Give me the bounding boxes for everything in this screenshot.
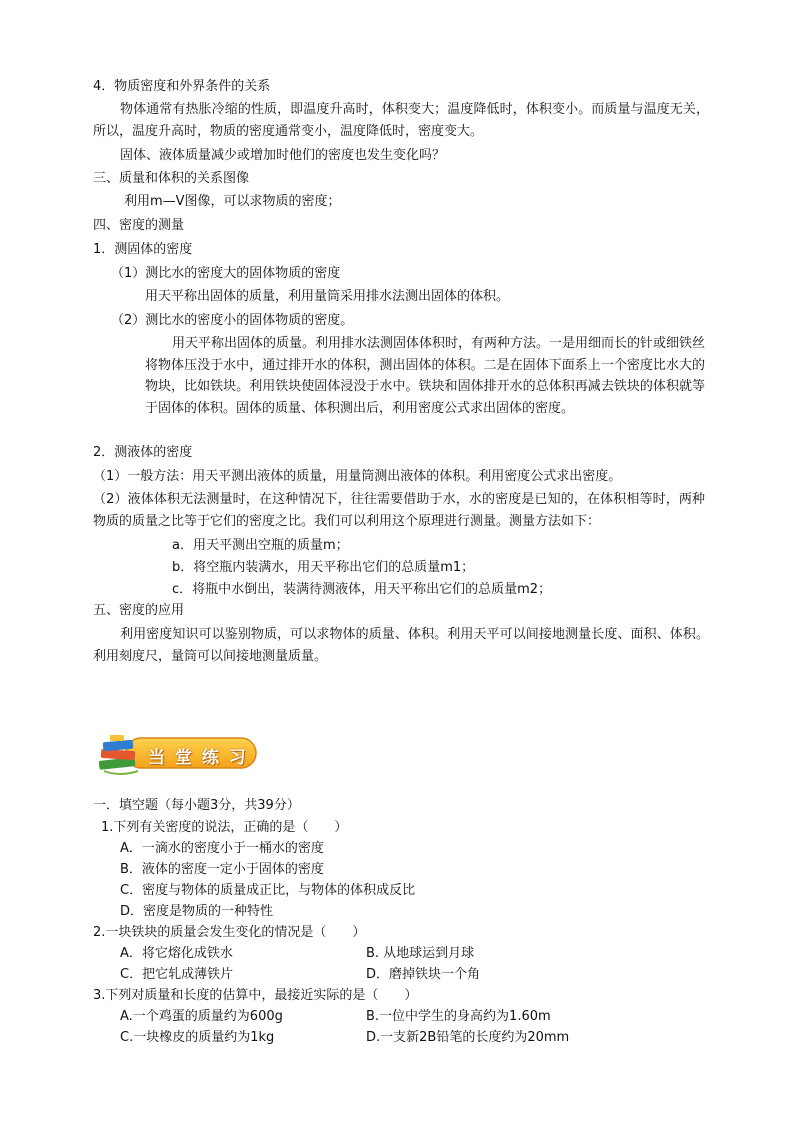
practice-banner (96, 732, 260, 776)
section-measure-heading: 四、密度的测量 (93, 218, 185, 233)
liquid-step-a: a．用天平测出空瓶的质量m； (172, 538, 349, 553)
section-application-text: 利用密度知识可以鉴别物质，可以求物体的质量、体积。利用天平可以间接地测量长度、面积、体积。利用刻度尺，量筒可以间接地测量质量。 (93, 627, 709, 664)
liquid-step-c: c．将瓶中水倒出，装满待测液体，用天平称出它们的总质量m2； (172, 582, 552, 597)
section-graph-text: 利用m—V图像，可以求物质的密度； (124, 194, 341, 209)
question-3-option-b: B.一位中学生的身高约为1.60m (366, 1009, 551, 1024)
question-2-option-b: B. 从地球运到月球 (366, 946, 475, 961)
question-2-option-a: A．将它熔化成铁水 (120, 946, 233, 961)
question-3-option-a: A.一个鸡蛋的质量约为600g (120, 1009, 283, 1024)
liquid-step-b: b．将空瓶内装满水，用天平称出它们的总质量m1； (172, 560, 475, 575)
question-3-option-d: D.一支新2B铅笔的长度约为20mm (366, 1030, 570, 1045)
question-3-stem: 3.下列对质量和长度的估算中，最接近实际的是（ ） (93, 988, 418, 1003)
section-4-paragraph: 物体通常有热胀冷缩的性质，即温度升高时，体积变大；温度降低时，体积变小。而质量与温度无关，所以，温度升高时，物质的密度通常变小，温度降低时，密度变大。 (93, 102, 709, 139)
question-3-option-c: C.一块橡皮的质量约为1kg (120, 1030, 275, 1045)
solid-case2-title: （2）测比水的密度小的固体物质的密度。 (111, 313, 354, 328)
question-2-option-c: C．把它轧成薄铁片 (120, 967, 234, 982)
liquid-method-1: （1）一般方法：用天平测出液体的质量，用量筒测出液体的体积。利用密度公式求出密度。 (93, 469, 622, 484)
question-1-stem: 1.下列有关密度的说法，正确的是（ ） (101, 820, 348, 835)
exercise-heading: 一．填空题（每小题3分，共39分） (93, 798, 300, 813)
section-4-question: 固体、液体质量减少或增加时他们的密度也发生变化吗？ (120, 148, 446, 163)
liquid-density-heading: 2．测液体的密度 (93, 445, 193, 460)
question-1-option-a: A．一滴水的密度小于一桶水的密度 (120, 841, 324, 856)
solid-case1-text: 用天平称出固体的质量，利用量筒采用排水法测出固体的体积。 (145, 289, 510, 304)
solid-case2-text: 用天平称出固体的质量。利用排水法测固体体积时，有两种方法。一是用细而长的针或细铁丝将物体压没于水中，通过排开水的体积，测出固体的体积。二是在固体下面系上一个密度比水大的物块，比如铁块。利用铁块使固体浸没于水中。铁块和固体排开水的总体积再减去铁块的体积就等于固体的体积。固体的质量、体积测出后，利用密度公式求出固体的密度。 (145, 336, 706, 416)
section-4-heading: 4．物质密度和外界条件的关系 (93, 79, 271, 94)
section-graph-heading: 三、质量和体积的关系图像 (93, 171, 250, 186)
question-1-option-b: B．液体的密度一定小于固体的密度 (120, 862, 324, 877)
question-2-stem: 2.一块铁块的质量会发生变化的情况是（ ） (93, 925, 366, 940)
question-2-option-d: D．磨掉铁块一个角 (366, 967, 481, 982)
practice-banner-label: 当 堂 练 习 (148, 748, 248, 768)
liquid-method-2: （2）液体体积无法测量时，在这种情况下，往往需要借助于水，水的密度是已知的，在体积相等时，两种物质的质量之比等于它们的密度之比。我们可以利用这个原理进行测量。测量方法如下： (93, 492, 705, 529)
solid-case1-title: （1）测比水的密度大的固体物质的密度 (111, 266, 341, 281)
solid-density-heading: 1．测固体的密度 (93, 242, 193, 257)
section-application-heading: 五、密度的应用 (93, 603, 185, 618)
question-1-option-c: C．密度与物体的质量成正比，与物体的体积成反比 (120, 883, 416, 898)
question-1-option-d: D．密度是物质的一种特性 (120, 904, 274, 919)
